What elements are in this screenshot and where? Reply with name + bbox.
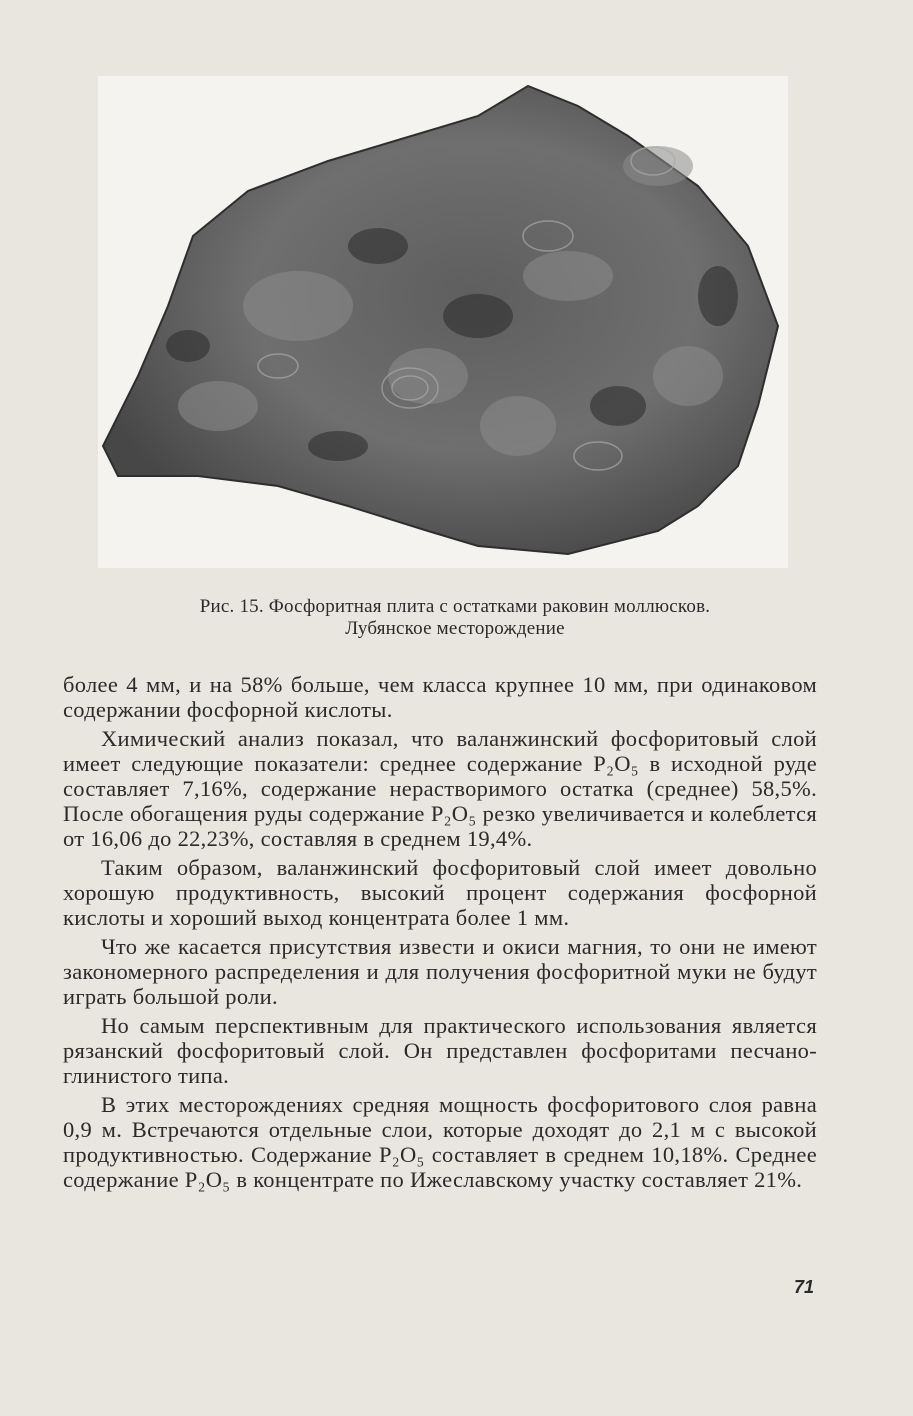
figure-caption [60,596,850,640]
paragraph-2: Химический анализ показал, что валанжинский фосфоритовый слой имеет следующие показатели: среднее содержание P₂O₅ в исходной руде составляет 7,16%, содержание нерастворимого остатка (среднее) 58,5%. После обогащения руды содержание P₂O₅ резко увеличивается и колеблется от 16,06 до 22,23%, составляя в среднем 19,4%. [63,726,817,851]
paragraph-4: Что же касается присутствия извести и окиси магния, то они не имеют закономерного распределения и для получения фосфоритной муки не будут играть большой роли. [63,934,817,1009]
phosphorite-slab-image [98,76,788,568]
caption-line-2: Лубянское месторождение [345,618,565,639]
caption-line-1: Рис. 15. Фосфоритная плита с остатками раковин моллюсков. [199,596,711,617]
paragraph-5: Но самым перспективным для практического использования является рязанский фосфоритовый слой. Он представлен фосфоритами песчано-глинистого типа. [63,1013,817,1088]
page-number: 71 [794,1277,815,1297]
paragraph-6: В этих месторождениях средняя мощность фосфоритового слоя равна 0,9 м. Встречаются отдельные слои, которые доходят до 2,1 м с высокой продуктивностью. Содержание P₂O₅ составляет в среднем 10,18%. Среднее содержание P₂O₅ в концентрате по Ижеславскому участку составляет 21%. [63,1092,817,1192]
figure-photo [98,76,788,568]
body-text [63,672,817,1196]
paragraph-3: Таким образом, валанжинский фосфоритовый слой имеет довольно хорошую продуктивность, высокий процент содержания фосфорной кислоты и хороший выход концентрата более 1 мм. [63,855,817,930]
paragraph-1: более 4 мм, и на 58% больше, чем класса крупнее 10 мм, при одинаковом содержании фосфорной кислоты. [63,672,817,722]
